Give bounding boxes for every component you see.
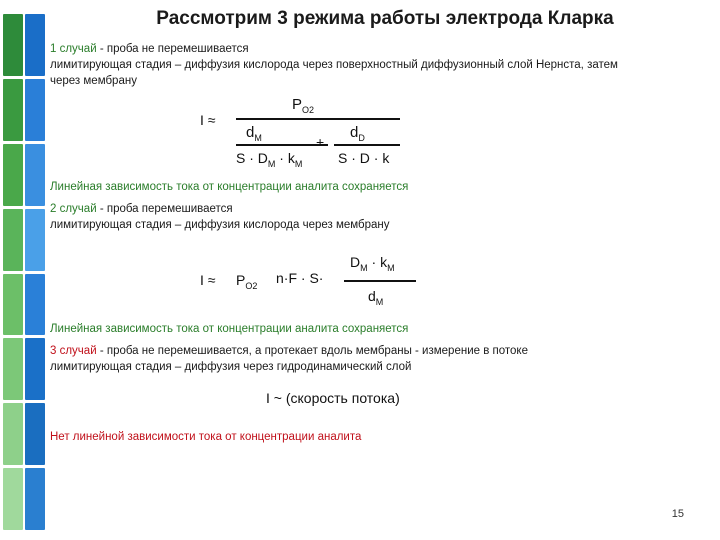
sidebar-blue-segment — [25, 14, 45, 76]
formula1-term2-numerator: $d_D$ — [350, 124, 365, 143]
formula2-middle: n·F · S· — [276, 270, 324, 286]
sidebar-green-segment — [3, 79, 23, 141]
formula2-p: $P_{O2}$ — [236, 272, 258, 291]
sidebar-blue-segment — [25, 209, 45, 271]
decorative-sidebar — [0, 14, 46, 530]
sidebar-blue-segment — [25, 338, 45, 400]
sidebar-green-segment — [3, 274, 23, 336]
sidebar-green-segment — [3, 403, 23, 465]
case2-label: 2 случай — [50, 203, 97, 215]
sidebar-green-segment — [3, 144, 23, 206]
sidebar-green-column — [3, 14, 23, 530]
formula1-term1-numerator: $d_M$ — [246, 124, 262, 143]
formula1-numerator: $P_{O2}$ — [292, 96, 315, 115]
case1-line2: лимитирующая стадия – диффузия кислорода через поверхностный диффузионный слой Нернста, затем — [50, 59, 618, 71]
sidebar-blue-segment — [25, 144, 45, 206]
case2-conclusion: Линейная зависимость тока от концентрации аналита сохраняется — [50, 323, 409, 335]
sidebar-blue-column — [25, 14, 45, 530]
formula2-denominator: $d_M$ — [368, 288, 384, 307]
slide-title: Рассмотрим 3 режима работы электрода Кларка — [156, 8, 614, 29]
sidebar-green-segment — [3, 338, 23, 400]
sidebar-green-segment — [3, 14, 23, 76]
formula2-fraction-line — [344, 280, 416, 282]
formula1-term2-line — [334, 144, 400, 146]
case1-conclusion: Линейная зависимость тока от концентрации аналита сохраняется — [50, 181, 409, 193]
case3-line2: лимитирующая стадия – диффузия через гидродинамический слой — [50, 361, 412, 373]
sidebar-blue-segment — [25, 79, 45, 141]
case3-formula: I ~ (скорость потока) — [266, 390, 400, 406]
case2-heading — [50, 202, 233, 217]
sidebar-blue-segment — [25, 274, 45, 336]
formula2-numerator: $D_M \cdot k_M$ — [350, 254, 395, 273]
formula1-term1-denominator: $S \cdot D_M \cdot k_M$ — [236, 150, 303, 169]
case3-desc: - проба не перемешивается, а протекает вдоль мембраны - измерение в потоке — [96, 345, 528, 357]
sidebar-blue-segment — [25, 403, 45, 465]
formula1-term1-line — [236, 144, 328, 146]
case3-conclusion: Нет линейной зависимости тока от концентрации аналита — [50, 431, 362, 443]
case3-label: 3 случай — [50, 345, 97, 357]
case1-line3: через мембрану — [50, 75, 137, 87]
case1-label: 1 случай — [50, 43, 97, 55]
sidebar-green-segment — [3, 468, 23, 530]
case2-line2: лимитирующая стадия – диффузия кислорода через мембрану — [50, 219, 390, 231]
case1-heading — [50, 42, 249, 57]
formula2-lhs: I ≈ — [200, 272, 216, 288]
page-number: 15 — [671, 508, 684, 520]
case1-desc: - проба не перемешивается — [96, 43, 249, 55]
formula1-term2-denominator: S · D · k — [338, 150, 390, 166]
formula1-main-fraction-line — [236, 118, 400, 120]
formula1-plus: + — [316, 134, 325, 150]
sidebar-green-segment — [3, 209, 23, 271]
formula1-lhs: I ≈ — [200, 112, 216, 128]
case2-desc: - проба перемешивается — [96, 203, 233, 215]
case3-heading — [50, 344, 528, 359]
sidebar-blue-segment — [25, 468, 45, 530]
